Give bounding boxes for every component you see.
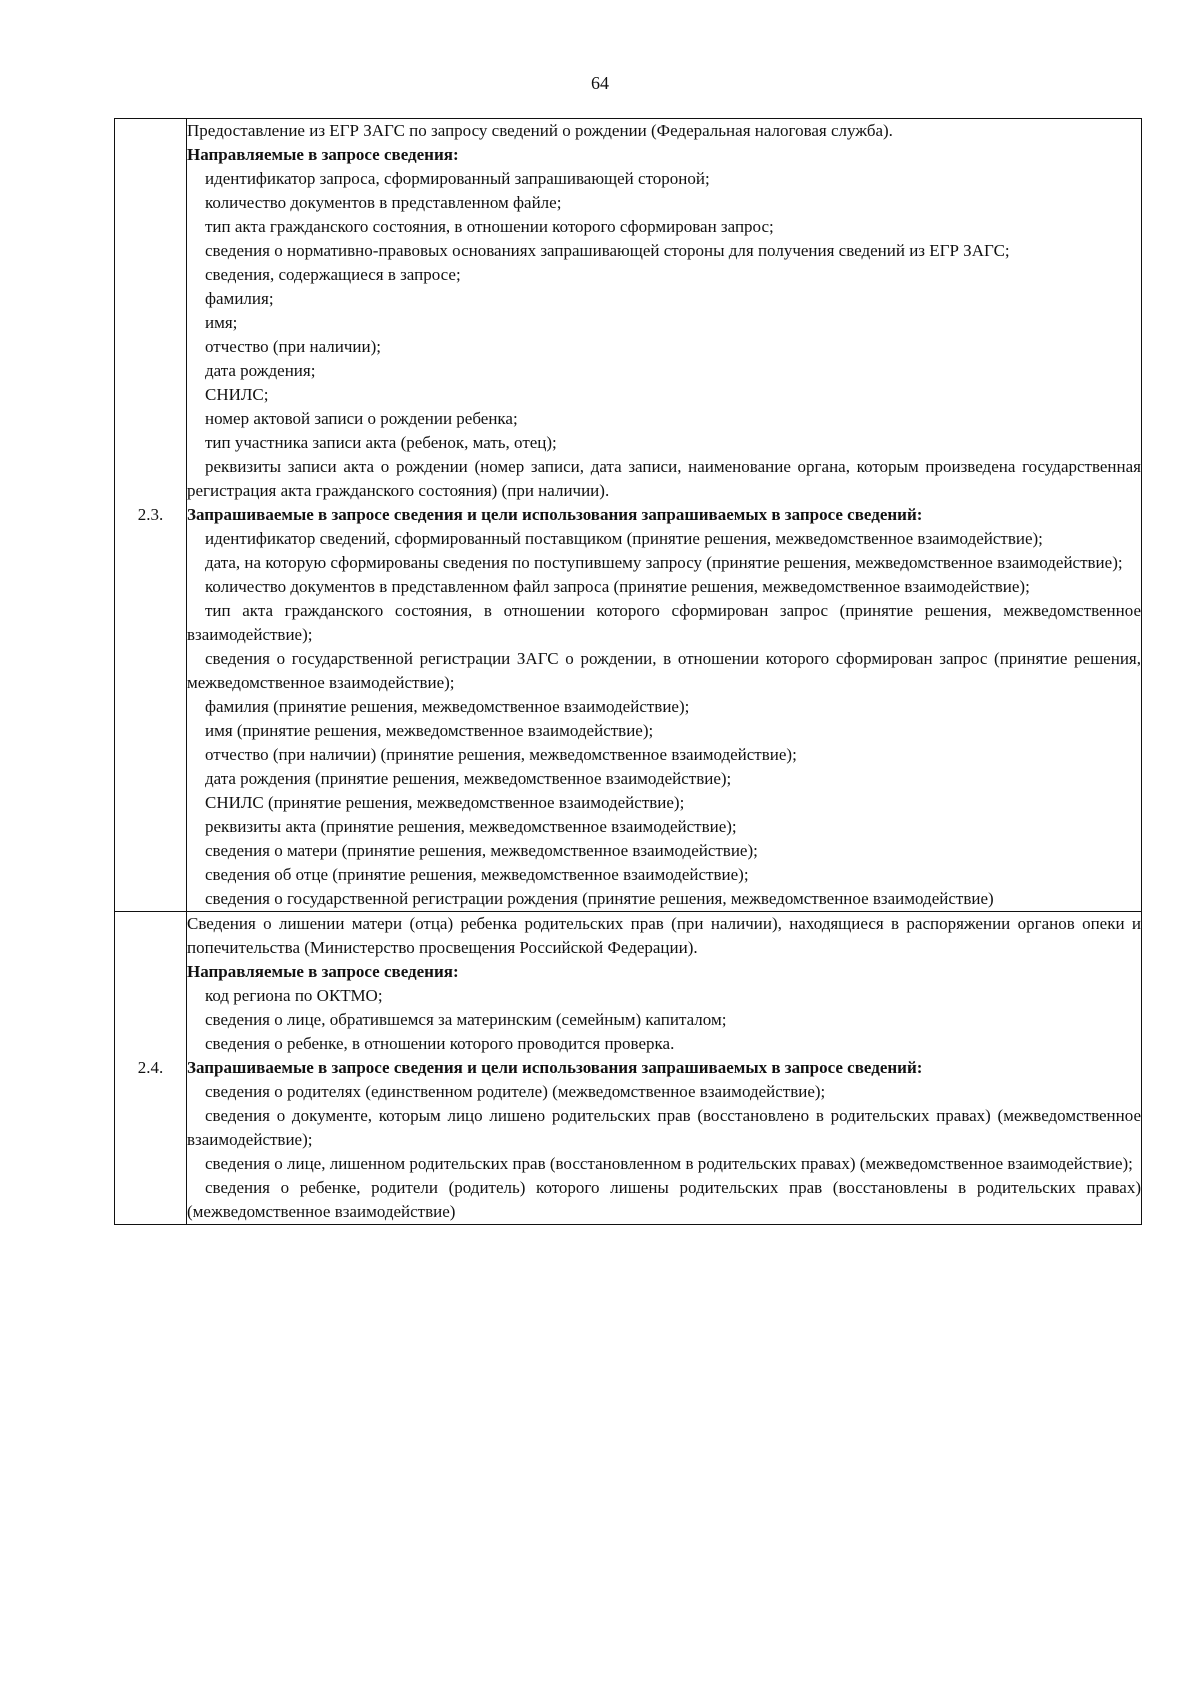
paragraph: идентификатор сведений, сформированный поставщиком (принятие решения, межведомственное взаимодействие); [205, 529, 1043, 548]
paragraph: СНИЛС (принятие решения, межведомственное взаимодействие); [205, 793, 685, 812]
paragraph: сведения о нормативно-правовых основаниях запрашивающей стороны для получения сведений из ЕГР ЗАГС; [205, 241, 1010, 260]
row-number: 2.4. [115, 912, 187, 1225]
paragraph: сведения о матери (принятие решения, межведомственное взаимодействие); [205, 841, 758, 860]
row-number: 2.3. [115, 119, 187, 912]
row-content [187, 119, 1142, 912]
table-row [115, 912, 1142, 1225]
paragraph: тип участника записи акта (ребенок, мать, отец); [205, 433, 557, 452]
paragraph: количество документов в представленном файл запроса (принятие решения, межведомственное взаимодействие); [205, 577, 1030, 596]
document-table [114, 118, 1142, 1225]
paragraph: сведения о родителях (единственном родителе) (межведомственное взаимодействие); [205, 1082, 826, 1101]
paragraph: дата рождения; [205, 361, 316, 380]
row-content [187, 912, 1142, 1225]
paragraph: сведения о лице, обратившемся за материнским (семейным) капиталом; [205, 1010, 727, 1029]
paragraph: сведения об отце (принятие решения, межведомственное взаимодействие); [205, 865, 749, 884]
paragraph: Предоставление из ЕГР ЗАГС по запросу сведений о рождении (Федеральная налоговая служба). [187, 121, 893, 140]
paragraph: имя (принятие решения, межведомственное взаимодействие); [205, 721, 654, 740]
paragraph: сведения о ребенке, в отношении которого проводится проверка. [205, 1034, 675, 1053]
paragraph: отчество (при наличии) (принятие решения, межведомственное взаимодействие); [205, 745, 797, 764]
paragraph: имя; [205, 313, 238, 332]
paragraph: реквизиты акта (принятие решения, межведомственное взаимодействие); [205, 817, 737, 836]
paragraph: тип акта гражданского состояния, в отношении которого сформирован запрос (принятие решения, межведомственное взаимодействие); [187, 601, 1141, 644]
paragraph: сведения, содержащиеся в запросе; [205, 265, 461, 284]
paragraph: сведения о ребенке, родители (родитель) которого лишены родительских прав (восстановлены в родительских правах) (межведомственное взаимодействие) [187, 1178, 1141, 1221]
paragraph: фамилия; [205, 289, 274, 308]
paragraph: дата, на которую сформированы сведения по поступившему запросу (принятие решения, межведомственное взаимодействие); [205, 553, 1123, 572]
paragraph: СНИЛС; [205, 385, 269, 404]
paragraph: сведения о государственной регистрации рождения (принятие решения, межведомственное взаимодействие) [205, 889, 994, 908]
paragraph: реквизиты записи акта о рождении (номер записи, дата записи, наименование органа, которым произведена государственная регистрация акта гражданского состояния) (при наличии). [187, 457, 1141, 500]
table-row [115, 119, 1142, 912]
paragraph: сведения о документе, которым лицо лишено родительских прав (восстановлено в родительских правах) (межведомственное взаимодействие); [187, 1106, 1141, 1149]
paragraph: дата рождения (принятие решения, межведомственное взаимодействие); [205, 769, 732, 788]
paragraph: код региона по ОКТМО; [205, 986, 383, 1005]
paragraph: идентификатор запроса, сформированный запрашивающей стороной; [205, 169, 710, 188]
paragraph: фамилия (принятие решения, межведомственное взаимодействие); [205, 697, 690, 716]
section-heading: Направляемые в запросе сведения: [187, 145, 459, 164]
section-heading: Запрашиваемые в запросе сведения и цели использования запрашиваемых в запросе сведений: [187, 505, 923, 524]
paragraph: количество документов в представленном файле; [205, 193, 562, 212]
paragraph: сведения о лице, лишенном родительских прав (восстановленном в родительских правах) (межведомственное взаимодействие); [205, 1154, 1133, 1173]
page-number: 64 [591, 73, 609, 93]
section-heading: Направляемые в запросе сведения: [187, 962, 459, 981]
paragraph: отчество (при наличии); [205, 337, 381, 356]
section-heading: Запрашиваемые в запросе сведения и цели использования запрашиваемых в запросе сведений: [187, 1058, 923, 1077]
paragraph: сведения о государственной регистрации ЗАГС о рождении, в отношении которого сформирован запрос (принятие решения, межведомственное взаимодействие); [187, 649, 1141, 692]
paragraph: номер актовой записи о рождении ребенка; [205, 409, 518, 428]
paragraph: Сведения о лишении матери (отца) ребенка родительских прав (при наличии), находящиеся в распоряжении органов опеки и попечительства (Министерство просвещения Российской Федерации). [187, 914, 1141, 957]
paragraph: тип акта гражданского состояния, в отношении которого сформирован запрос; [205, 217, 774, 236]
